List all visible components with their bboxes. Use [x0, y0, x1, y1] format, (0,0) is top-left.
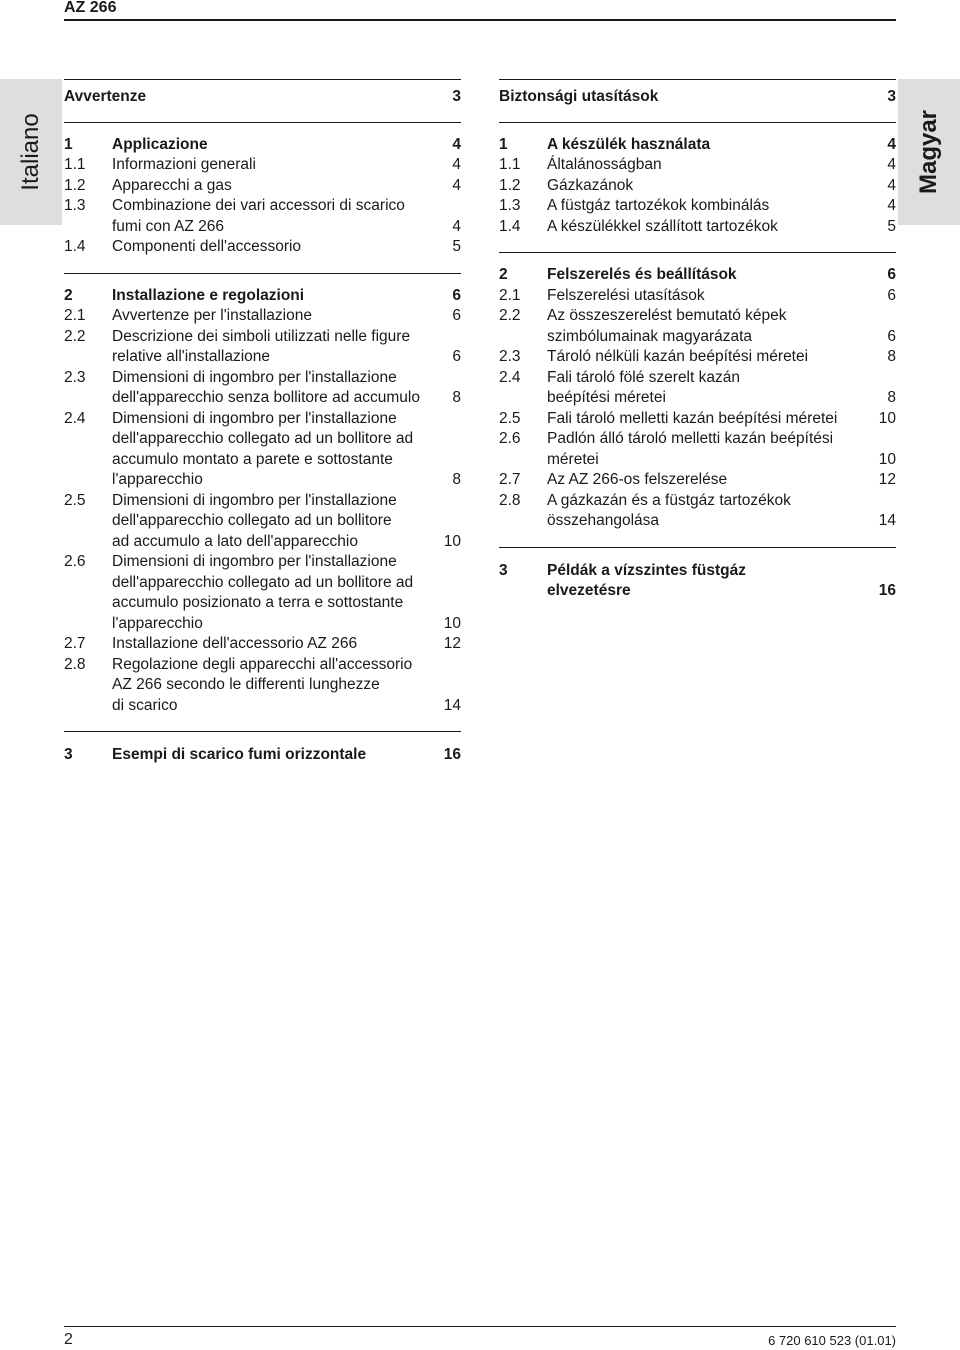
toc-entry-text: Avvertenze per l'installazione: [112, 307, 312, 324]
toc-entry[interactable]: [499, 450, 896, 471]
toc-section-2: [499, 265, 896, 532]
toc-entry-text: beépítési méretei: [547, 389, 666, 406]
toc-entry-page: 16: [443, 746, 461, 763]
toc-entry-page: 6: [887, 286, 896, 304]
toc-entry-page: 4: [887, 197, 896, 214]
toc-section-3: [499, 561, 896, 602]
toc-entry[interactable]: [499, 470, 896, 491]
toc-entry[interactable]: [499, 347, 896, 368]
toc-entry-text: accumulo montato a parete e sottostante: [112, 450, 393, 468]
toc-entry[interactable]: [499, 196, 896, 217]
toc-entry-number: 1.1: [64, 156, 86, 173]
toc-entry-number: 2: [499, 266, 508, 283]
toc-entry-page: 4: [452, 156, 461, 173]
toc-entry-page: 4: [887, 176, 896, 194]
toc-section-1: [499, 135, 896, 238]
toc-entry-text: A készülékkel szállított tartozékok: [547, 217, 778, 235]
toc-entry-text: relative all'installazione: [112, 348, 271, 365]
toc-entry-text: Dimensioni di ingombro per l'installazione: [112, 491, 397, 509]
toc-entry-text: l'apparecchio: [112, 614, 203, 632]
toc-entry[interactable]: [64, 155, 461, 176]
toc-entry[interactable]: [499, 306, 896, 327]
toc-entry-page: 4: [452, 135, 461, 153]
section-divider: [499, 79, 896, 80]
toc-entry-page: 6: [887, 327, 896, 345]
toc-entry[interactable]: [64, 217, 461, 238]
toc-entry[interactable]: [499, 155, 896, 176]
toc-entry-text: összehangolása: [547, 512, 660, 529]
toc-entry-intro[interactable]: [64, 87, 461, 108]
toc-entry[interactable]: [499, 265, 896, 286]
toc-entry-text: Applicazione: [112, 135, 208, 153]
toc-entry[interactable]: [64, 655, 461, 676]
toc-entry-number: 2: [64, 286, 73, 304]
toc-entry-number: 2.2: [499, 307, 521, 324]
toc-entry-text: Fali tároló melletti kazán beépítési méretei: [547, 409, 838, 427]
toc-entry-text: dell'apparecchio collegato ad un bollitore: [112, 512, 392, 529]
toc-entry[interactable]: [64, 511, 461, 532]
section-divider: [64, 122, 461, 123]
toc-entry[interactable]: [64, 176, 461, 197]
toc-entry-text: dell'apparecchio collegato ad un bollitore ad: [112, 430, 414, 447]
toc-column-italian: [64, 79, 461, 766]
toc-section-3: [64, 745, 461, 766]
toc-entry-number: 1: [499, 135, 508, 153]
toc-entry-text: Installazione dell'accessorio AZ 266: [112, 635, 358, 652]
toc-entry-text: Dimensioni di ingombro per l'installazione: [112, 409, 397, 427]
toc-entry[interactable]: [64, 388, 461, 409]
toc-entry[interactable]: [64, 327, 461, 348]
language-tab-italiano: [0, 79, 62, 225]
toc-entry[interactable]: [64, 552, 461, 573]
toc-entry[interactable]: [64, 470, 461, 491]
section-divider: [64, 273, 461, 274]
toc-entry-text: Az összeszerelést bemutató képek: [547, 307, 787, 324]
toc-entry[interactable]: [64, 573, 461, 594]
toc-entry[interactable]: [64, 675, 461, 696]
toc-entry[interactable]: [64, 368, 461, 389]
toc-entry[interactable]: [64, 237, 461, 258]
toc-entry-page: 3: [887, 88, 896, 105]
toc-entry-text: méretei: [547, 450, 599, 468]
toc-entry-number: 1.1: [499, 156, 521, 173]
toc-entry-text: fumi con AZ 266: [112, 217, 225, 235]
toc-entry-number: 2.7: [64, 635, 86, 652]
toc-entry[interactable]: [499, 135, 896, 156]
toc-entry-text: Componenti dell'accessorio: [112, 238, 302, 255]
toc-entry-page: 4: [452, 176, 461, 194]
toc-entry-page: 4: [887, 156, 896, 173]
toc-entry-text: dell'apparecchio collegato ad un bollitore ad: [112, 573, 414, 591]
toc-entry-text: AZ 266 secondo le differenti lunghezze: [112, 676, 380, 693]
toc-entry-number: 1.4: [499, 217, 521, 235]
toc-entry-text: ad accumulo a lato dell'apparecchio: [112, 532, 358, 550]
toc-entry-page: 16: [878, 582, 896, 599]
toc-entry-page: 4: [887, 135, 896, 153]
toc-entry-text: Tároló nélküli kazán beépítési méretei: [547, 348, 809, 365]
toc-entry-text: Padlón álló tároló melletti kazán beépítési: [547, 430, 834, 447]
toc-entry-number: 2.6: [499, 430, 521, 447]
toc-entry-text: elvezetésre: [547, 582, 631, 599]
toc-entry-text: Dimensioni di ingombro per l'installazione: [112, 553, 397, 570]
toc-entry-page: 6: [452, 307, 461, 324]
section-divider: [499, 122, 896, 123]
toc-entry-text: Combinazione dei vari accessori di scarico: [112, 197, 405, 214]
toc-entry[interactable]: [64, 491, 461, 512]
toc-entry[interactable]: [499, 561, 896, 582]
header-divider: [64, 19, 896, 21]
toc-entry-number: 2.6: [64, 553, 86, 570]
toc-entry-text: Descrizione dei simboli utilizzati nelle figure: [112, 327, 411, 345]
section-divider: [499, 547, 896, 548]
toc-entry-page: 10: [878, 409, 896, 427]
toc-entry-text: Fali tároló fölé szerelt kazán: [547, 368, 740, 386]
toc-entry-text: A gázkazán és a füstgáz tartozékok: [547, 491, 791, 509]
toc-entry-text: Dimensioni di ingombro per l'installazione: [112, 368, 397, 386]
toc-entry[interactable]: [499, 388, 896, 409]
toc-entry-number: 2.8: [499, 491, 521, 509]
toc-entry-number: 2.3: [64, 368, 86, 386]
toc-entry[interactable]: [64, 347, 461, 368]
toc-entry[interactable]: [499, 409, 896, 430]
toc-entry-number: 1.3: [64, 197, 86, 214]
toc-entry-text: Apparecchi a gas: [112, 176, 232, 194]
toc-entry-page: 8: [452, 389, 461, 406]
toc-entry-page: 6: [452, 348, 461, 365]
footer-divider: [64, 1326, 896, 1327]
section-divider: [64, 731, 461, 732]
toc-entry-text: Installazione e regolazioni: [112, 286, 305, 304]
toc-entry[interactable]: [499, 327, 896, 348]
toc-entry[interactable]: [64, 614, 461, 635]
toc-entry-page: 5: [887, 217, 896, 235]
toc-entry-text: A készülék használata: [547, 135, 711, 153]
document-code: 6 720 610 523 (01.01): [768, 1333, 896, 1348]
toc-entry-text: Felszerelés és beállítások: [547, 266, 737, 283]
toc-entry[interactable]: [64, 196, 461, 217]
toc-section-2: [64, 286, 461, 717]
toc-entry-page: 4: [452, 217, 461, 235]
toc-entry-text: Biztonsági utasítások: [499, 88, 659, 105]
toc-entry-page: 6: [887, 266, 896, 283]
toc-entry-text: accumulo posizionato a terra e sottostante: [112, 594, 404, 611]
toc-entry-number: 1.4: [64, 238, 86, 255]
section-divider: [64, 79, 461, 80]
toc-entry-page: 10: [878, 450, 896, 468]
toc-entry-number: 2.7: [499, 471, 521, 488]
toc-entry[interactable]: [499, 429, 896, 450]
toc-entry-page: 14: [443, 696, 461, 714]
toc-entry-intro[interactable]: [499, 87, 896, 108]
toc-entry[interactable]: [64, 135, 461, 156]
section-divider: [499, 252, 896, 253]
document-title: AZ 266: [64, 0, 117, 16]
toc-entry-page: 8: [887, 389, 896, 406]
toc-entry-text: Általánosságban: [547, 156, 662, 173]
toc-entry-number: 2.5: [499, 409, 521, 427]
toc-entry[interactable]: [64, 593, 461, 614]
toc-entry-page: 10: [443, 614, 461, 632]
toc-entry[interactable]: [64, 696, 461, 717]
toc-entry-page: 8: [452, 471, 461, 488]
toc-entry[interactable]: [499, 491, 896, 512]
toc-entry[interactable]: [64, 450, 461, 471]
toc-entry[interactable]: [64, 745, 461, 766]
toc-entry-number: 2.5: [64, 491, 86, 509]
toc-entry-number: 3: [499, 561, 508, 579]
toc-entry[interactable]: [499, 511, 896, 532]
toc-entry-text: Informazioni generali: [112, 156, 256, 173]
toc-entry-number: 2.8: [64, 655, 86, 673]
toc-entry-number: 2.2: [64, 327, 86, 345]
toc-entry[interactable]: [64, 306, 461, 327]
toc-entry-page: 10: [443, 532, 461, 550]
toc-entry-text: Regolazione degli apparecchi all'accessorio: [112, 655, 413, 673]
toc-entry-number: 1.3: [499, 197, 521, 214]
language-tab-label: Italiano: [17, 113, 44, 191]
toc-entry[interactable]: [499, 368, 896, 389]
page-number: 2: [64, 1331, 73, 1348]
toc-section-1: [64, 135, 461, 258]
toc-entry-page: 6: [452, 286, 461, 304]
toc-entry-page: 14: [878, 512, 896, 529]
toc-entry-number: 2.1: [499, 286, 521, 304]
toc-entry-page: 12: [443, 635, 461, 652]
toc-entry-text: Felszerelési utasítások: [547, 286, 705, 304]
toc-entry[interactable]: [499, 217, 896, 238]
language-tab-label: Magyar: [915, 109, 942, 195]
toc-entry-number: 1: [64, 135, 73, 153]
toc-entry[interactable]: [499, 581, 896, 602]
language-tab-magyar: [898, 79, 960, 225]
toc-entry-text: A füstgáz tartozékok kombinálás: [547, 197, 770, 214]
toc-entry-text: di scarico: [112, 696, 178, 714]
toc-entry-text: Esempi di scarico fumi orizzontale: [112, 746, 367, 763]
toc-entry-number: 2.3: [499, 348, 521, 365]
toc-entry-text: l'apparecchio: [112, 471, 203, 488]
toc-entry-page: 3: [452, 88, 461, 105]
toc-entry-text: szimbólumainak magyarázata: [547, 327, 753, 345]
toc-entry-number: 2.4: [499, 368, 521, 386]
toc-entry[interactable]: [499, 176, 896, 197]
toc-entry-text: Gázkazánok: [547, 176, 634, 194]
toc-entry-page: 8: [887, 348, 896, 365]
toc-entry-number: 2.1: [64, 307, 86, 324]
toc-entry-text: dell'apparecchio senza bollitore ad accumulo: [112, 389, 420, 406]
toc-entry-number: 1.2: [499, 176, 521, 194]
toc-entry-number: 3: [64, 746, 73, 763]
toc-entry[interactable]: [499, 286, 896, 307]
toc-entry-text: Az AZ 266-os felszerelése: [547, 471, 728, 488]
toc-entry-page: 12: [878, 471, 896, 488]
toc-entry[interactable]: [64, 634, 461, 655]
toc-entry-text: Avvertenze: [64, 88, 147, 105]
toc-entry-number: 1.2: [64, 176, 86, 194]
toc-entry[interactable]: [64, 409, 461, 430]
toc-entry[interactable]: [64, 429, 461, 450]
toc-entry-text: Példák a vízszintes füstgáz: [547, 561, 746, 579]
toc-column-hungarian: [499, 79, 896, 602]
toc-entry-number: 2.4: [64, 409, 86, 427]
toc-entry[interactable]: [64, 286, 461, 307]
toc-entry-page: 5: [452, 238, 461, 255]
toc-entry[interactable]: [64, 532, 461, 553]
